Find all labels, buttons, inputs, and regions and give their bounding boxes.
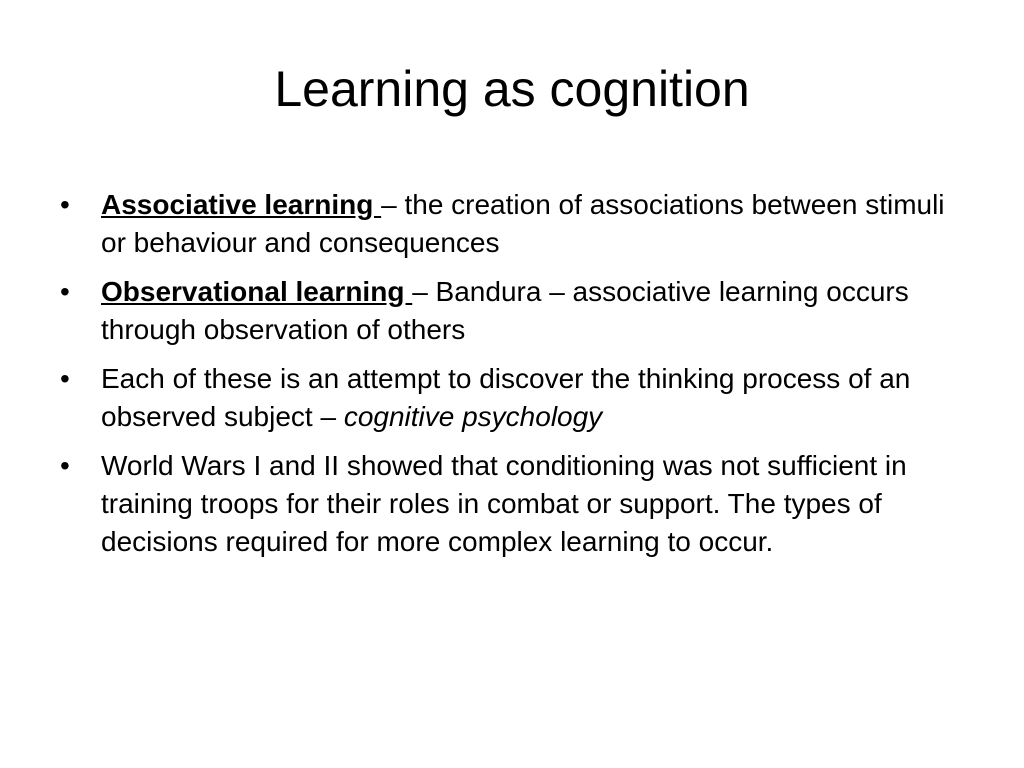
bullet-item-observational-learning [60, 273, 960, 349]
bullet-text: Each of these is an attempt to discover the thinking process of an observed subject – [101, 363, 911, 432]
term-associative-learning: Associative learning [101, 189, 382, 220]
bullet-dot-icon: • [60, 189, 70, 220]
bullet-item-cognitive-psychology [60, 360, 960, 436]
bullet-item-world-wars [60, 447, 960, 561]
slide-title: Learning as cognition [274, 61, 750, 117]
bullet-dot-icon: • [60, 450, 70, 481]
term-observational-learning: Observational learning [101, 276, 413, 307]
bullet-text: – the creation of associations between stimuli or behaviour and consequences [101, 189, 945, 258]
bullet-text: World Wars I and II showed that conditioning was not sufficient in training troops for their roles in combat or support. The types of decisions required for more complex learning to occur. [101, 450, 907, 557]
bullet-list [60, 186, 960, 572]
bullet-dot-icon: • [60, 276, 70, 307]
bullet-item-associative-learning [60, 186, 960, 262]
bullet-text: – Bandura – associative learning occurs through observation of others [101, 276, 909, 345]
term-cognitive-psychology: cognitive psychology [343, 401, 603, 432]
bullet-dot-icon: • [60, 363, 70, 394]
